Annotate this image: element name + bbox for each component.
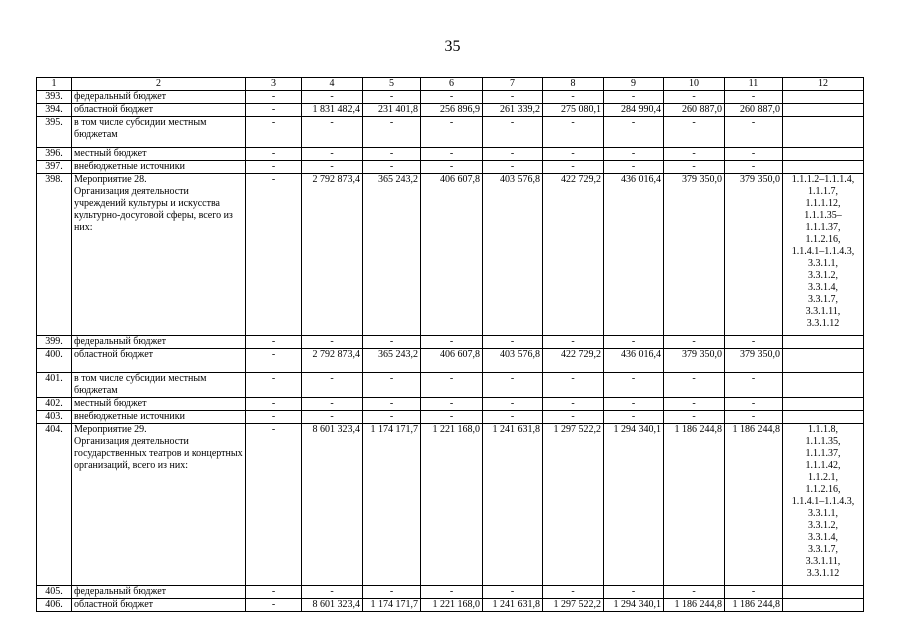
cell-col3: - <box>246 349 302 373</box>
value-cell: - <box>483 91 543 104</box>
value-cell: - <box>483 586 543 599</box>
value-cell: - <box>363 586 421 599</box>
cell-col3: - <box>246 373 302 398</box>
cell-col3: - <box>246 104 302 117</box>
row-name: федеральный бюджет <box>72 586 246 599</box>
table-row <box>37 599 864 612</box>
row-name: областной бюджет <box>72 599 246 612</box>
value-cell: - <box>664 411 725 424</box>
value-cell: - <box>543 336 604 349</box>
table-row <box>37 117 864 148</box>
value-cell: - <box>604 148 664 161</box>
value-cell: - <box>664 586 725 599</box>
value-cell: - <box>604 336 664 349</box>
cell-col3: - <box>246 117 302 148</box>
refs-cell <box>783 91 864 104</box>
cell-col3: - <box>246 599 302 612</box>
value-cell: - <box>302 586 363 599</box>
cell-col3: - <box>246 424 302 586</box>
value-cell: 406 607,8 <box>421 349 483 373</box>
table-row <box>37 586 864 599</box>
value-cell: 260 887,0 <box>664 104 725 117</box>
row-name: в том числе субсидии местным бюджетам <box>72 117 246 148</box>
row-number: 393. <box>37 91 72 104</box>
value-cell: - <box>363 373 421 398</box>
value-cell: - <box>543 586 604 599</box>
value-cell: 1 294 340,1 <box>604 599 664 612</box>
value-cell: 436 016,4 <box>604 174 664 336</box>
cell-col3: - <box>246 161 302 174</box>
value-cell: - <box>664 161 725 174</box>
cell-col3: - <box>246 398 302 411</box>
value-cell: - <box>725 91 783 104</box>
value-cell: - <box>302 117 363 148</box>
value-cell: 260 887,0 <box>725 104 783 117</box>
value-cell: - <box>363 117 421 148</box>
row-number: 404. <box>37 424 72 586</box>
row-number: 397. <box>37 161 72 174</box>
value-cell: - <box>302 336 363 349</box>
column-header: 6 <box>421 78 483 91</box>
row-number: 395. <box>37 117 72 148</box>
value-cell: 2 792 873,4 <box>302 349 363 373</box>
refs-cell <box>783 599 864 612</box>
value-cell: 275 080,1 <box>543 104 604 117</box>
value-cell: - <box>421 161 483 174</box>
value-cell: - <box>363 161 421 174</box>
row-name: федеральный бюджет <box>72 91 246 104</box>
column-header: 4 <box>302 78 363 91</box>
column-header: 7 <box>483 78 543 91</box>
value-cell: - <box>725 117 783 148</box>
value-cell: - <box>363 148 421 161</box>
value-cell: - <box>543 373 604 398</box>
table-row <box>37 148 864 161</box>
value-cell: 1 831 482,4 <box>302 104 363 117</box>
value-cell: - <box>604 373 664 398</box>
table-row <box>37 373 864 398</box>
row-name: местный бюджет <box>72 148 246 161</box>
value-cell: 1 186 244,8 <box>725 599 783 612</box>
value-cell: - <box>421 586 483 599</box>
column-header: 9 <box>604 78 664 91</box>
refs-cell <box>783 161 864 174</box>
row-number: 394. <box>37 104 72 117</box>
value-cell: 284 990,4 <box>604 104 664 117</box>
row-name: Мероприятие 29. Организация деятельности государственных театров и концертных организаций, всего из них: <box>72 424 246 586</box>
value-cell: 365 243,2 <box>363 174 421 336</box>
value-cell: 1 174 171,7 <box>363 599 421 612</box>
column-header: 10 <box>664 78 725 91</box>
value-cell: - <box>302 161 363 174</box>
refs-cell <box>783 148 864 161</box>
column-header: 2 <box>72 78 246 91</box>
value-cell: - <box>604 586 664 599</box>
value-cell: 379 350,0 <box>664 349 725 373</box>
table-row <box>37 424 864 586</box>
row-number: 405. <box>37 586 72 599</box>
page-number: 35 <box>444 38 461 55</box>
row-number: 403. <box>37 411 72 424</box>
column-header: 5 <box>363 78 421 91</box>
header-row <box>37 78 864 91</box>
row-name: местный бюджет <box>72 398 246 411</box>
refs-cell <box>783 373 864 398</box>
value-cell: - <box>664 336 725 349</box>
value-cell: - <box>483 161 543 174</box>
cell-col3: - <box>246 411 302 424</box>
value-cell: - <box>421 373 483 398</box>
value-cell: - <box>363 336 421 349</box>
value-cell: 436 016,4 <box>604 349 664 373</box>
table-row <box>37 104 864 117</box>
value-cell: - <box>604 411 664 424</box>
value-cell: - <box>543 148 604 161</box>
column-header: 8 <box>543 78 604 91</box>
value-cell: 1 186 244,8 <box>725 424 783 586</box>
table-row <box>37 91 864 104</box>
value-cell: 403 576,8 <box>483 174 543 336</box>
value-cell: - <box>363 91 421 104</box>
row-name: областной бюджет <box>72 349 246 373</box>
value-cell: - <box>725 161 783 174</box>
row-name: областной бюджет <box>72 104 246 117</box>
refs-cell <box>783 398 864 411</box>
value-cell: 1 186 244,8 <box>664 599 725 612</box>
value-cell: - <box>725 398 783 411</box>
value-cell: 1 297 522,2 <box>543 599 604 612</box>
table-row <box>37 174 864 336</box>
table-row <box>37 411 864 424</box>
value-cell: 379 350,0 <box>664 174 725 336</box>
value-cell: - <box>302 373 363 398</box>
value-cell: 406 607,8 <box>421 174 483 336</box>
refs-cell <box>783 117 864 148</box>
value-cell: 1 241 631,8 <box>483 424 543 586</box>
value-cell: - <box>421 117 483 148</box>
value-cell: - <box>725 411 783 424</box>
value-cell: - <box>664 117 725 148</box>
table-body <box>37 78 864 612</box>
value-cell: 403 576,8 <box>483 349 543 373</box>
refs-cell <box>783 411 864 424</box>
value-cell: 379 350,0 <box>725 174 783 336</box>
value-cell: - <box>483 117 543 148</box>
value-cell: - <box>725 336 783 349</box>
value-cell: 422 729,2 <box>543 174 604 336</box>
value-cell: - <box>302 148 363 161</box>
refs-cell <box>783 586 864 599</box>
value-cell: - <box>421 148 483 161</box>
column-header: 1 <box>37 78 72 91</box>
column-header: 12 <box>783 78 864 91</box>
value-cell: - <box>604 91 664 104</box>
row-number: 401. <box>37 373 72 398</box>
refs-cell <box>783 104 864 117</box>
value-cell: - <box>543 161 604 174</box>
value-cell: - <box>725 586 783 599</box>
value-cell: - <box>725 373 783 398</box>
value-cell: - <box>604 398 664 411</box>
value-cell: 256 896,9 <box>421 104 483 117</box>
value-cell: 231 401,8 <box>363 104 421 117</box>
row-name: Мероприятие 28. Организация деятельности учреждений культуры и искусства культурно-досуговой сферы, всего из них: <box>72 174 246 336</box>
value-cell: 1 241 631,8 <box>483 599 543 612</box>
refs-cell <box>783 349 864 373</box>
row-number: 396. <box>37 148 72 161</box>
value-cell: 2 792 873,4 <box>302 174 363 336</box>
row-number: 402. <box>37 398 72 411</box>
table-row <box>37 161 864 174</box>
row-number: 398. <box>37 174 72 336</box>
value-cell: - <box>664 91 725 104</box>
row-name: внебюджетные источники <box>72 161 246 174</box>
value-cell: - <box>604 117 664 148</box>
value-cell: 1 297 522,2 <box>543 424 604 586</box>
table-row <box>37 398 864 411</box>
row-name: федеральный бюджет <box>72 336 246 349</box>
value-cell: 1 186 244,8 <box>664 424 725 586</box>
value-cell: 261 339,2 <box>483 104 543 117</box>
value-cell: - <box>543 411 604 424</box>
value-cell: - <box>543 398 604 411</box>
value-cell: 1 174 171,7 <box>363 424 421 586</box>
value-cell: - <box>421 398 483 411</box>
value-cell: - <box>421 91 483 104</box>
refs-cell: 1.1.1.2–1.1.1.4, 1.1.1.7, 1.1.1.12, 1.1.1.35– 1.1.1.37, 1.1.2.16, 1.1.4.1–1.1.4.3, 3.3.1.1, 3.3.1.2, 3.3.1.4, 3.3.1.7, 3.3.1.11, 3.3.1.12 <box>783 174 864 336</box>
value-cell: - <box>363 411 421 424</box>
row-name: внебюджетные источники <box>72 411 246 424</box>
cell-col3: - <box>246 148 302 161</box>
cell-col3: - <box>246 336 302 349</box>
cell-col3: - <box>246 174 302 336</box>
cell-col3: - <box>246 586 302 599</box>
table-row <box>37 336 864 349</box>
row-number: 406. <box>37 599 72 612</box>
value-cell: 1 221 168,0 <box>421 424 483 586</box>
value-cell: 1 221 168,0 <box>421 599 483 612</box>
value-cell: - <box>483 398 543 411</box>
row-number: 400. <box>37 349 72 373</box>
budget-table <box>36 77 864 612</box>
value-cell: - <box>725 148 783 161</box>
value-cell: - <box>302 411 363 424</box>
column-header: 11 <box>725 78 783 91</box>
value-cell: - <box>421 336 483 349</box>
value-cell: 422 729,2 <box>543 349 604 373</box>
column-header: 3 <box>246 78 302 91</box>
value-cell: 1 294 340,1 <box>604 424 664 586</box>
value-cell: 365 243,2 <box>363 349 421 373</box>
value-cell: - <box>483 148 543 161</box>
value-cell: - <box>363 398 421 411</box>
cell-col3: - <box>246 91 302 104</box>
value-cell: - <box>543 117 604 148</box>
value-cell: - <box>664 148 725 161</box>
value-cell: - <box>302 91 363 104</box>
value-cell: - <box>483 336 543 349</box>
row-number: 399. <box>37 336 72 349</box>
value-cell: 379 350,0 <box>725 349 783 373</box>
value-cell: - <box>604 161 664 174</box>
value-cell: 8 601 323,4 <box>302 599 363 612</box>
value-cell: 8 601 323,4 <box>302 424 363 586</box>
value-cell: - <box>483 373 543 398</box>
refs-cell: 1.1.1.8, 1.1.1.35, 1.1.1.37, 1.1.1.42, 1.1.2.1, 1.1.2.16, 1.1.4.1–1.1.4.3, 3.3.1.1, 3.3.1.2, 3.3.1.4, 3.3.1.7, 3.3.1.11, 3.3.1.12 <box>783 424 864 586</box>
value-cell: - <box>543 91 604 104</box>
table-row <box>37 349 864 373</box>
value-cell: - <box>421 411 483 424</box>
refs-cell <box>783 336 864 349</box>
value-cell: - <box>664 398 725 411</box>
value-cell: - <box>302 398 363 411</box>
value-cell: - <box>483 411 543 424</box>
value-cell: - <box>664 373 725 398</box>
row-name: в том числе субсидии местным бюджетам <box>72 373 246 398</box>
